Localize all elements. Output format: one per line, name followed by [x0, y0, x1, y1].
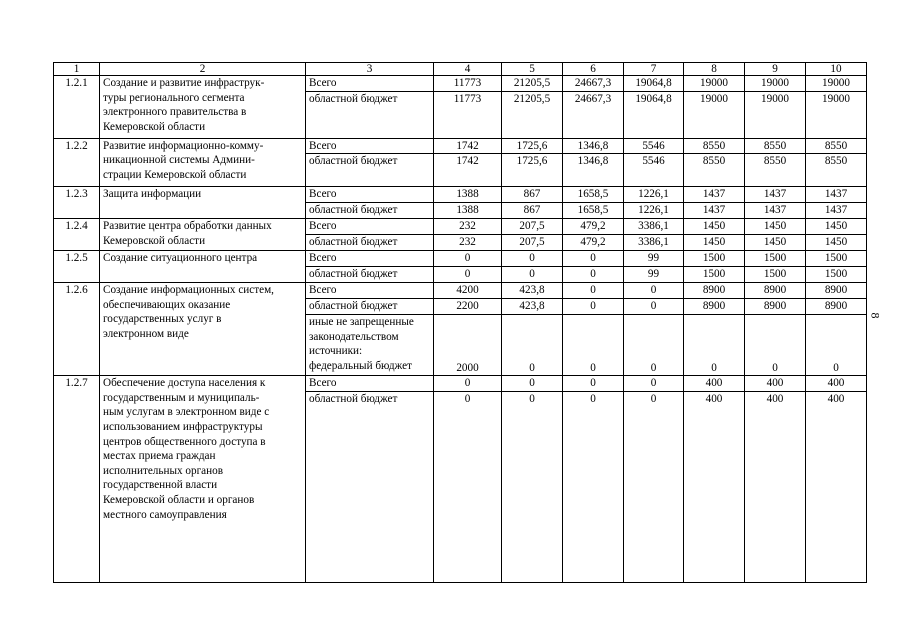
value-cell: 24667,3 [563, 91, 624, 138]
value-cell: 21205,5 [502, 76, 563, 92]
value-cell: 0 [434, 267, 502, 283]
value-cell: 0 [624, 299, 684, 315]
value-cell: 479,2 [563, 235, 624, 251]
value-cell: 0 [563, 299, 624, 315]
value-cell: 3386,1 [624, 219, 684, 235]
funding-source: областной бюджет [306, 299, 434, 315]
value-cell: 1450 [745, 235, 806, 251]
funding-source: областной бюджет [306, 392, 434, 583]
value-cell: 1450 [745, 219, 806, 235]
value-cell: 0 [434, 251, 502, 267]
header-cell: 8 [684, 63, 745, 76]
value-cell: 0 [502, 251, 563, 267]
value-cell: 0 [624, 315, 684, 376]
value-cell: 232 [434, 219, 502, 235]
measure-name: Развитие информационно-комму- никационной системы Админи- страции Кемеровской области [100, 138, 306, 187]
funding-source: областной бюджет [306, 235, 434, 251]
value-cell: 0 [684, 315, 745, 376]
value-cell: 207,5 [502, 219, 563, 235]
table-row [54, 187, 867, 203]
value-cell: 4200 [434, 283, 502, 299]
value-cell: 19000 [745, 91, 806, 138]
value-cell: 1450 [684, 235, 745, 251]
value-cell: 423,8 [502, 283, 563, 299]
value-cell: 8900 [745, 299, 806, 315]
value-cell: 1500 [684, 251, 745, 267]
value-cell: 400 [684, 392, 745, 583]
header-cell: 1 [54, 63, 100, 76]
value-cell: 867 [502, 187, 563, 203]
value-cell: 1450 [684, 219, 745, 235]
value-cell: 0 [806, 315, 867, 376]
value-cell: 1226,1 [624, 187, 684, 203]
value-cell: 1742 [434, 154, 502, 187]
value-cell: 0 [563, 315, 624, 376]
value-cell: 400 [806, 392, 867, 583]
header-cell: 7 [624, 63, 684, 76]
header-cell: 2 [100, 63, 306, 76]
table-row [54, 283, 867, 299]
value-cell: 1725,6 [502, 138, 563, 154]
value-cell: 8900 [684, 299, 745, 315]
value-cell: 1388 [434, 203, 502, 219]
value-cell: 21205,5 [502, 91, 563, 138]
funding-source: Всего [306, 251, 434, 267]
table-row [54, 251, 867, 267]
table-row [54, 219, 867, 235]
value-cell: 1500 [745, 267, 806, 283]
value-cell: 1437 [684, 187, 745, 203]
header-cell: 10 [806, 63, 867, 76]
header-cell: 6 [563, 63, 624, 76]
value-cell: 8550 [806, 154, 867, 187]
value-cell: 0 [624, 283, 684, 299]
funding-source: областной бюджет [306, 154, 434, 187]
value-cell: 1450 [806, 219, 867, 235]
funding-source: Всего [306, 138, 434, 154]
value-cell: 1437 [684, 203, 745, 219]
value-cell: 1346,8 [563, 154, 624, 187]
value-cell: 19000 [684, 76, 745, 92]
measure-name: Создание информационных систем, обеспечивающих оказание государственных услуг в электронном виде [100, 283, 306, 376]
value-cell: 1725,6 [502, 154, 563, 187]
measure-name: Создание ситуационного центра [100, 251, 306, 283]
value-cell: 1437 [806, 187, 867, 203]
value-cell: 19064,8 [624, 76, 684, 92]
value-cell: 1500 [806, 251, 867, 267]
value-cell: 867 [502, 203, 563, 219]
funding-source: иные не запрещенные законодательством источники: федеральный бюджет [306, 315, 434, 376]
value-cell: 2200 [434, 299, 502, 315]
value-cell: 11773 [434, 91, 502, 138]
value-cell: 0 [434, 392, 502, 583]
value-cell: 8900 [806, 283, 867, 299]
value-cell: 19000 [806, 91, 867, 138]
value-cell: 1500 [745, 251, 806, 267]
value-cell: 99 [624, 251, 684, 267]
value-cell: 1437 [806, 203, 867, 219]
value-cell: 400 [806, 376, 867, 392]
value-cell: 1346,8 [563, 138, 624, 154]
header-cell: 4 [434, 63, 502, 76]
measure-name: Развитие центра обработки данных Кемеровской области [100, 219, 306, 251]
value-cell: 423,8 [502, 299, 563, 315]
value-cell: 19000 [684, 91, 745, 138]
funding-source: областной бюджет [306, 203, 434, 219]
value-cell: 8900 [745, 283, 806, 299]
value-cell: 0 [502, 315, 563, 376]
header-cell: 3 [306, 63, 434, 76]
funding-source: Всего [306, 76, 434, 92]
value-cell: 1500 [806, 267, 867, 283]
value-cell: 400 [745, 376, 806, 392]
value-cell: 1658,5 [563, 187, 624, 203]
value-cell: 1450 [806, 235, 867, 251]
value-cell: 0 [563, 283, 624, 299]
page-number: 8 [868, 312, 883, 319]
value-cell: 8550 [684, 138, 745, 154]
measure-name: Создание и развитие инфраструк- туры регионального сегмента электронного правительства в Кемеровской области [100, 76, 306, 139]
value-cell: 8550 [745, 154, 806, 187]
measure-name: Обеспечение доступа населения к государственным и муниципаль- ным услугам в электронном виде с использованием инфраструктуры центров общественного доступа в местах приема граждан исполнительных органов государственной власти Кемеровской области и органов местного самоуправления [100, 376, 306, 583]
value-cell: 0 [563, 392, 624, 583]
row-number: 1.2.2 [54, 138, 100, 187]
value-cell: 0 [502, 267, 563, 283]
funding-source: Всего [306, 219, 434, 235]
value-cell: 0 [624, 392, 684, 583]
row-number: 1.2.5 [54, 251, 100, 283]
row-number: 1.2.4 [54, 219, 100, 251]
value-cell: 8900 [806, 299, 867, 315]
value-cell: 0 [563, 251, 624, 267]
header-cell: 5 [502, 63, 563, 76]
value-cell: 8550 [806, 138, 867, 154]
value-cell: 1658,5 [563, 203, 624, 219]
value-cell: 207,5 [502, 235, 563, 251]
value-cell: 400 [745, 392, 806, 583]
value-cell: 1500 [684, 267, 745, 283]
value-cell: 1388 [434, 187, 502, 203]
value-cell: 0 [502, 376, 563, 392]
value-cell: 1437 [745, 203, 806, 219]
measure-name: Защита информации [100, 187, 306, 219]
value-cell: 0 [563, 376, 624, 392]
value-cell: 0 [502, 392, 563, 583]
value-cell: 1437 [745, 187, 806, 203]
value-cell: 0 [434, 376, 502, 392]
row-number: 1.2.1 [54, 76, 100, 139]
table-row [54, 138, 867, 154]
value-cell: 8550 [684, 154, 745, 187]
row-number: 1.2.3 [54, 187, 100, 219]
row-number: 1.2.7 [54, 376, 100, 583]
header-cell: 9 [745, 63, 806, 76]
funding-source: Всего [306, 187, 434, 203]
value-cell: 5546 [624, 154, 684, 187]
value-cell: 232 [434, 235, 502, 251]
value-cell: 1226,1 [624, 203, 684, 219]
value-cell: 3386,1 [624, 235, 684, 251]
value-cell: 19000 [745, 76, 806, 92]
funding-source: областной бюджет [306, 267, 434, 283]
row-number: 1.2.6 [54, 283, 100, 376]
value-cell: 8550 [745, 138, 806, 154]
value-cell: 2000 [434, 315, 502, 376]
value-cell: 400 [684, 376, 745, 392]
header-row [54, 63, 867, 76]
value-cell: 5546 [624, 138, 684, 154]
value-cell: 19000 [806, 76, 867, 92]
value-cell: 0 [745, 315, 806, 376]
value-cell: 8900 [684, 283, 745, 299]
value-cell: 479,2 [563, 219, 624, 235]
funding-source: Всего [306, 283, 434, 299]
budget-table [53, 62, 867, 583]
value-cell: 0 [563, 267, 624, 283]
table-row [54, 376, 867, 392]
funding-source: областной бюджет [306, 91, 434, 138]
table-row [54, 76, 867, 92]
value-cell: 1742 [434, 138, 502, 154]
value-cell: 11773 [434, 76, 502, 92]
value-cell: 99 [624, 267, 684, 283]
value-cell: 0 [624, 376, 684, 392]
value-cell: 24667,3 [563, 76, 624, 92]
value-cell: 19064,8 [624, 91, 684, 138]
funding-source: Всего [306, 376, 434, 392]
